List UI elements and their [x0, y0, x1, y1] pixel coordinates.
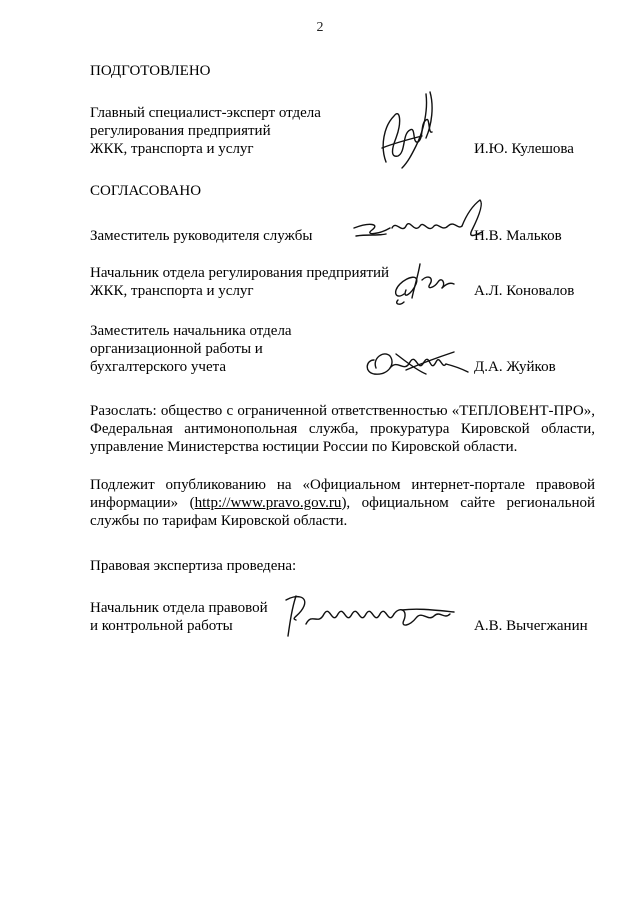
agreed-3-position-line-3: бухгалтерского учета	[90, 359, 227, 375]
signature-konovalov	[384, 254, 464, 310]
prepared-position-line-1: Главный специалист-эксперт отдела	[90, 105, 321, 121]
publication-text-before: Подлежит опубликованию на «Официальном интернет-портале правовой информации» (	[90, 477, 595, 511]
legal-review-position-line-1: Начальник отдела правовой	[90, 600, 268, 616]
prepared-heading: ПОДГОТОВЛЕНО	[90, 63, 211, 79]
agreed-2-position-line-1: Начальник отдела регулирования предприятий	[90, 265, 390, 281]
signature-zhuikov	[360, 340, 476, 384]
pravo-link[interactable]: http://www.pravo.gov.ru	[194, 495, 342, 511]
prepared-position-line-3: ЖКК, транспорта и услуг	[90, 141, 254, 157]
legal-review-statement: Правовая экспертиза проведена:	[90, 558, 297, 574]
agreed-2-position-line-2: ЖКК, транспорта и услуг	[90, 283, 254, 299]
agreed-2-name: А.Л. Коновалов	[474, 283, 575, 299]
prepared-signatory-name: И.Ю. Кулешова	[474, 141, 574, 157]
agreed-heading: СОГЛАСОВАНО	[90, 183, 202, 199]
legal-review-name: А.В. Вычегжанин	[474, 618, 588, 634]
signature-malkov	[350, 196, 490, 248]
agreed-3-position-line-1: Заместитель начальника отдела	[90, 323, 292, 339]
distribution-list: Разослать: общество с ограниченной ответственностью «ТЕПЛОВЕНТ-ПРО», Федеральная антимонопольная служба, прокуратура Кировской области, управление Министерства юстиции России по Кировской области.	[90, 403, 595, 455]
prepared-position-line-2: регулирования предприятий	[90, 123, 271, 139]
legal-review-position-line-2: и контрольной работы	[90, 618, 233, 634]
signature-kuleshova	[372, 86, 444, 172]
agreed-3-name: Д.А. Жуйков	[474, 359, 556, 375]
publication-text-after: ), официальном сайте региональной службы по тарифам Кировской области.	[90, 495, 596, 529]
publication-notice	[90, 476, 595, 530]
page-number: 2	[316, 20, 324, 35]
signature-vychegzhanin	[282, 590, 462, 642]
agreed-1-name: Н.В. Мальков	[474, 228, 562, 244]
agreed-3-position-line-2: организационной работы и	[90, 341, 263, 357]
agreed-1-position: Заместитель руководителя службы	[90, 228, 313, 244]
